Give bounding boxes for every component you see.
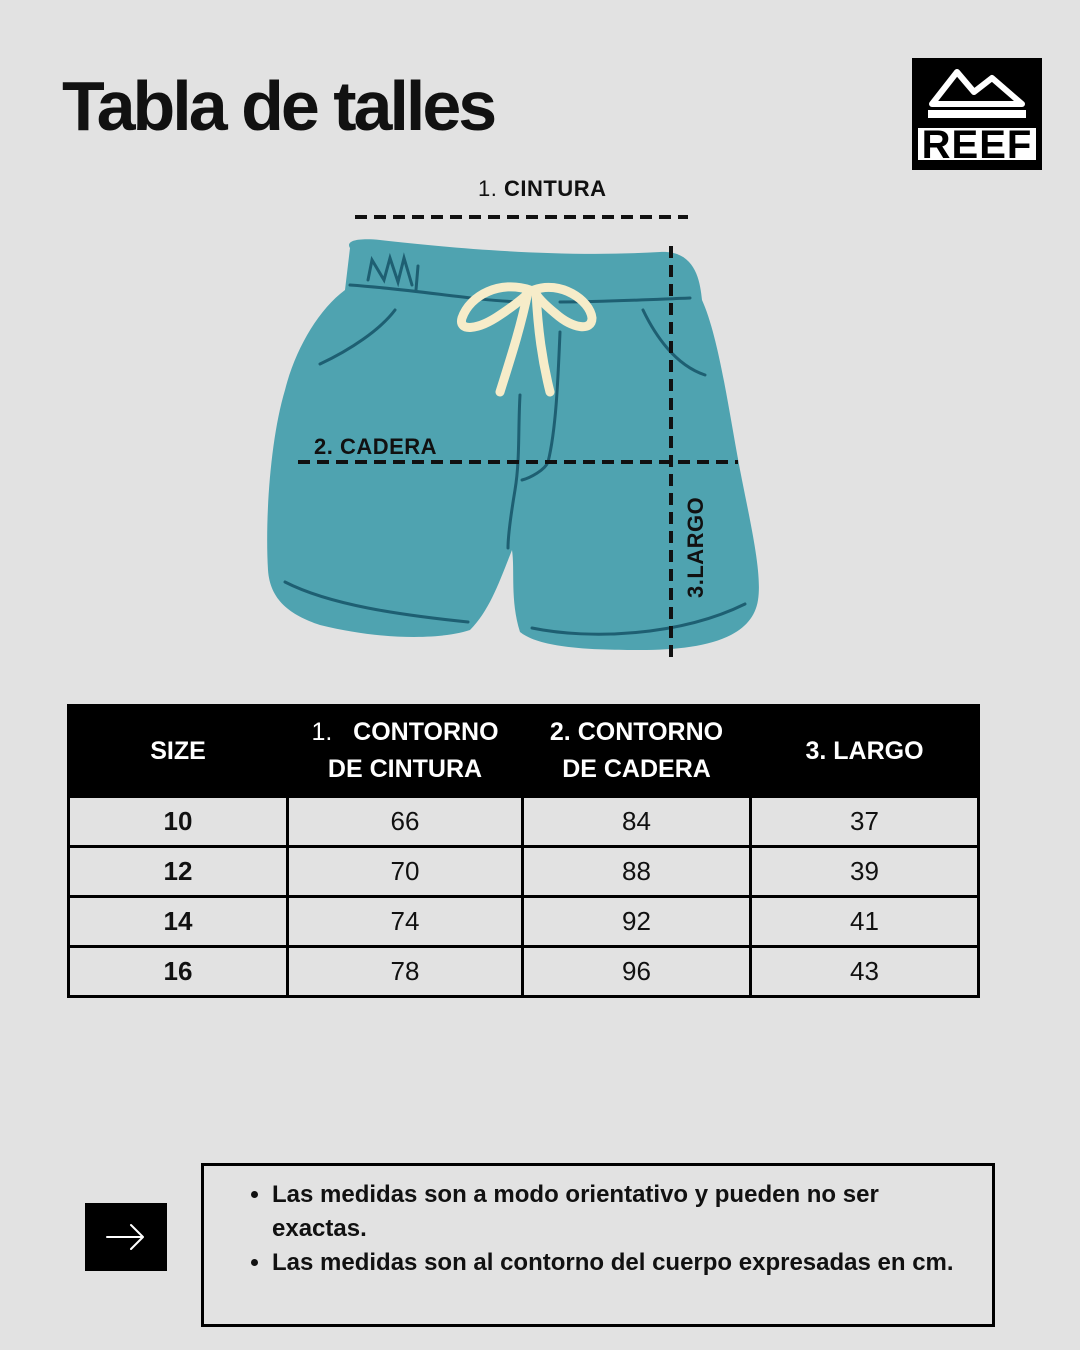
hip-label: 2. CADERA (314, 434, 438, 459)
length-cell: 39 (751, 847, 979, 897)
header-waist-line2: DE CINTURA (327, 755, 483, 783)
header-length (751, 706, 979, 797)
table-row (69, 947, 979, 997)
size-cell: 10 (69, 797, 288, 847)
next-button[interactable] (85, 1203, 167, 1271)
header-waist-line1: CONTORNO (353, 718, 499, 746)
length-cell: 37 (751, 797, 979, 847)
hip-cell: 84 (523, 797, 751, 847)
header-hip (523, 706, 751, 797)
header-waist (288, 706, 523, 797)
header-length-text: 3. LARGO (805, 736, 924, 765)
length-cell: 43 (751, 947, 979, 997)
header-size (69, 706, 288, 797)
header-waist-number: 1. (311, 718, 333, 746)
notes-box (201, 1163, 995, 1327)
size-table (67, 704, 980, 998)
waist-number: 1. (478, 176, 498, 201)
size-cell: 12 (69, 847, 288, 897)
header-size-text: SIZE (150, 736, 206, 765)
hip-cell: 92 (523, 897, 751, 947)
hip-cell: 96 (523, 947, 751, 997)
waist-cell: 78 (288, 947, 523, 997)
notes-list (204, 1178, 992, 1280)
page-title: Tabla de talles (62, 67, 495, 145)
note-item: • Las medidas son al contorno del cuerpo expresadas en cm. (272, 1246, 992, 1280)
header-hip-line2: DE CADERA (562, 755, 711, 783)
table-row (69, 797, 979, 847)
waist-cell: 74 (288, 897, 523, 947)
note-item: • Las medidas son a modo orientativo y pueden no ser exactas. (272, 1178, 992, 1246)
brand-name: REEF (912, 122, 1042, 166)
header-hip-line1: 2. CONTORNO (549, 718, 724, 746)
waist-cell: 70 (288, 847, 523, 897)
arrow-right-icon (104, 1222, 148, 1252)
size-cell: 14 (69, 897, 288, 947)
length-label: 3.LARGO (683, 496, 708, 598)
table-row (69, 897, 979, 947)
table-row (69, 847, 979, 897)
waist-label (478, 176, 606, 202)
size-cell: 16 (69, 947, 288, 997)
waist-cell: 66 (288, 797, 523, 847)
waist-text: CINTURA (503, 176, 607, 201)
hip-cell: 88 (523, 847, 751, 897)
table-header-row (69, 706, 979, 797)
length-cell: 41 (751, 897, 979, 947)
